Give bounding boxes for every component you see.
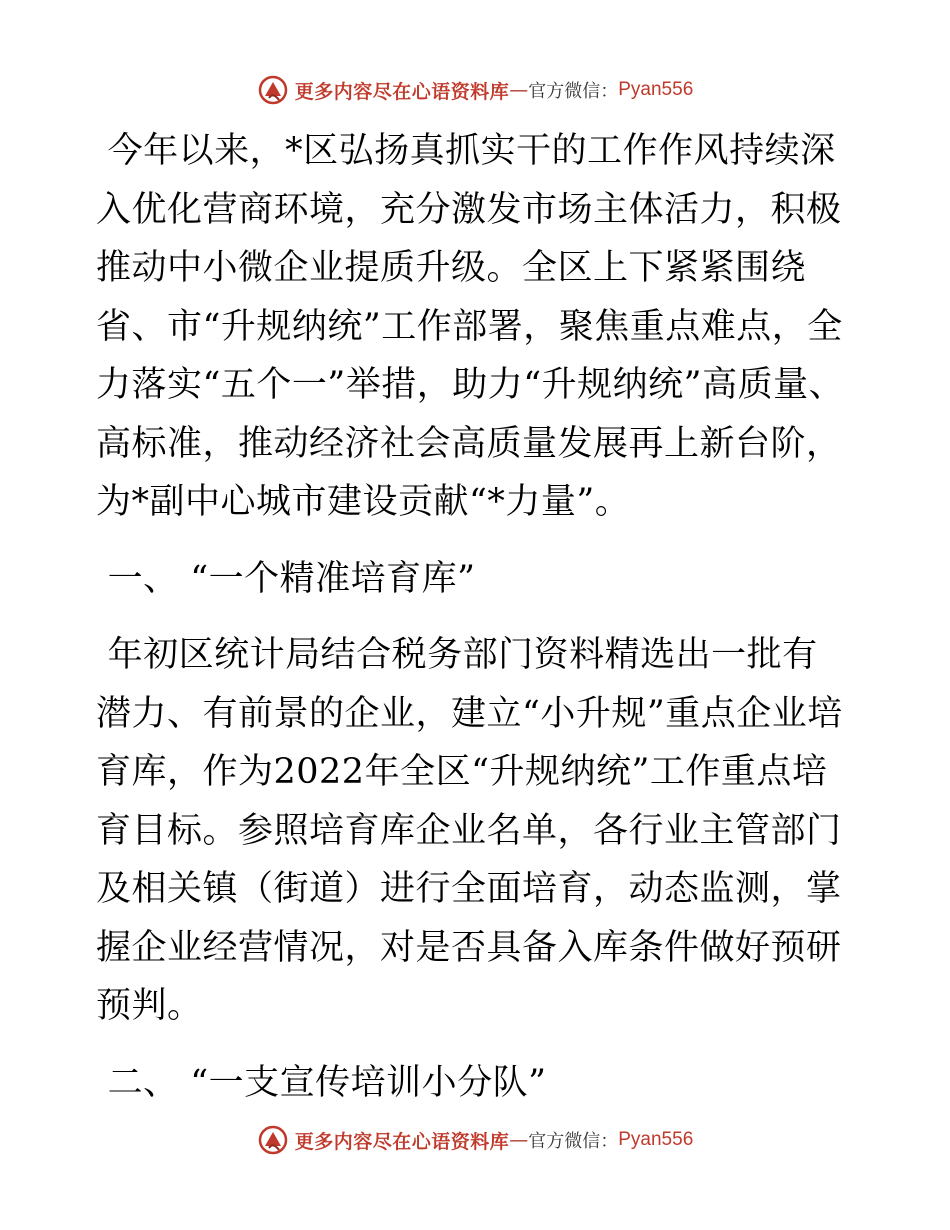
section-heading-2-text: 二、 “一支宣传培训小分队”	[107, 1062, 547, 1103]
watermark-account: Pyan556	[618, 79, 694, 100]
brand-logo-icon	[257, 1124, 289, 1156]
paragraph-intro	[96, 122, 852, 532]
section-heading-1-text: 一、 “一个精准培育库”	[107, 558, 476, 599]
document-body	[96, 122, 852, 1112]
watermark-separator: —	[509, 1129, 529, 1151]
watermark-account: Pyan556	[618, 1129, 694, 1150]
watermark-banner-top	[0, 72, 950, 108]
watermark-main-text: 更多内容尽在心语资料库	[294, 1130, 510, 1153]
watermark-banner-bottom	[0, 1122, 950, 1158]
watermark-sub-text: 官方微信：	[528, 1131, 619, 1152]
watermark-separator: —	[509, 79, 529, 101]
watermark-main-text: 更多内容尽在心语资料库	[294, 80, 510, 103]
paragraph-section-1-text: 年初区统计局结合税务部门资料精选出一批有潜力、有前景的企业，建立“小升规”重点企业培育库，作为2022年全区“升规纳统”工作重点培育目标。参照培育库企业名单，各行业主管部门及相关镇（街道）进行全面培育，动态监测，掌握企业经营情况，对是否具备入库条件做好预研预判。	[96, 635, 843, 1026]
paragraph-section-1	[96, 626, 852, 1036]
section-heading-1	[96, 550, 852, 609]
section-heading-2	[96, 1054, 852, 1113]
watermark-sub-text: 官方微信：	[528, 81, 619, 102]
paragraph-intro-text: 今年以来，*区弘扬真抓实干的工作作风持续深入优化营商环境，充分激发市场主体活力，积极推动中小微企业提质升级。全区上下紧紧围绕省、市“升规纳统”工作部署，聚焦重点难点，全力落实“五个一”举措，助力“升规纳统”高质量、高标准，推动经济社会高质量发展再上新台阶，为*副中心城市建设贡献“*力量”。	[96, 131, 845, 522]
brand-logo-icon	[257, 74, 289, 106]
